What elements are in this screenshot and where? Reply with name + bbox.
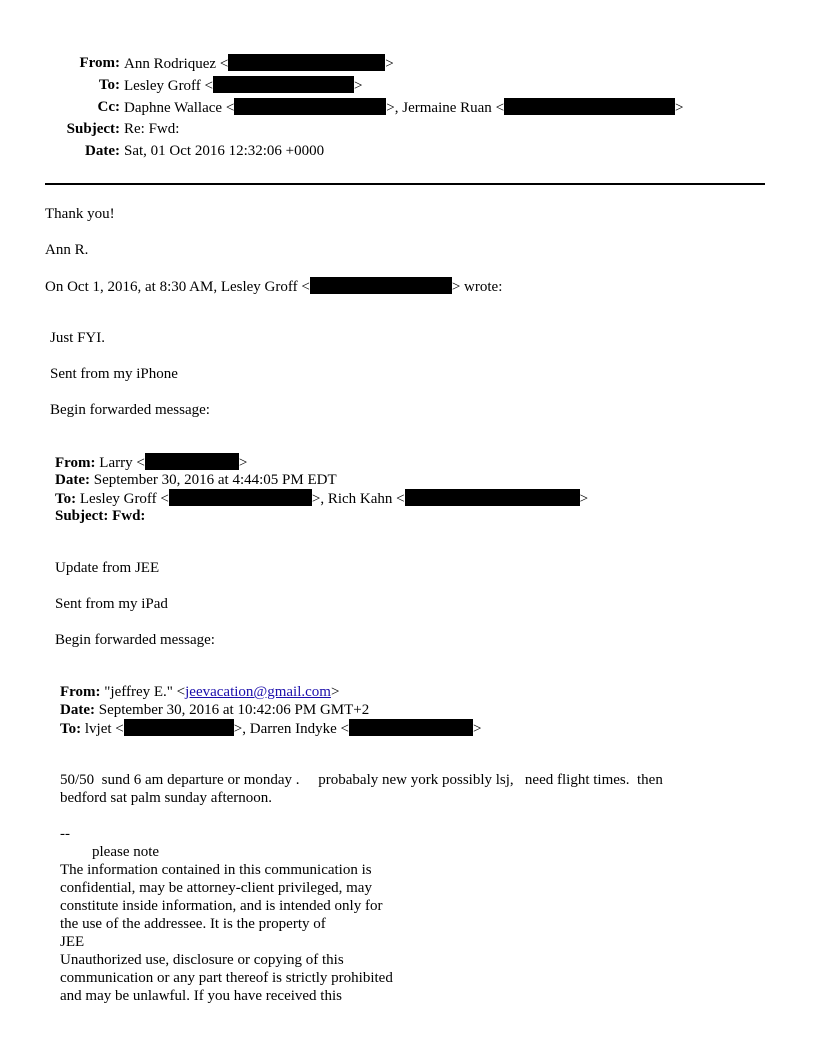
fwd2-from-label: From: bbox=[60, 684, 101, 700]
fwd2-line-sent: Sent from my iPad bbox=[55, 596, 168, 612]
fwd1-line-sent: Sent from my iPhone bbox=[50, 366, 178, 382]
redaction-box bbox=[310, 277, 452, 294]
header-date-value: Sat, 01 Oct 2016 12:32:06 +0000 bbox=[124, 143, 325, 159]
fwd2-line-begin: Begin forwarded message: bbox=[55, 632, 215, 648]
fwd1-from-label: From: bbox=[55, 455, 96, 471]
header-subject-value: Re: Fwd: bbox=[124, 121, 180, 137]
fwd1-date-row bbox=[55, 471, 337, 489]
fwd1-from-name: Larry bbox=[99, 455, 133, 471]
disclaimer-block bbox=[60, 861, 393, 1005]
fwd2-from-row: From: "jeffrey E." <jeevacation@gmail.com> bbox=[60, 684, 340, 700]
disclaimer-line: confidential, may be attorney-client privileged, may bbox=[60, 880, 372, 896]
fwd1-date-label: Date: bbox=[55, 472, 90, 488]
redaction-box bbox=[124, 719, 234, 736]
header-cc-label: Cc: bbox=[97, 99, 120, 115]
header-to-name: Lesley Groff bbox=[124, 78, 201, 94]
redaction-box bbox=[145, 453, 239, 470]
fwd2-line-update: Update from JEE bbox=[55, 560, 160, 576]
header-to-row bbox=[0, 76, 816, 98]
fwd1-date-value: September 30, 2016 at 4:44:05 PM EDT bbox=[93, 472, 337, 488]
fwd1-to-row: To: Lesley Groff < >, Rich Kahn < > bbox=[55, 491, 589, 507]
body-line-thanks: Thank you! bbox=[45, 206, 115, 222]
fwd2-date-label: Date: bbox=[60, 702, 95, 718]
fwd1-to-label: To: bbox=[55, 491, 77, 507]
fwd1-line-begin: Begin forwarded message: bbox=[50, 402, 210, 418]
header-cc-name1: Daphne Wallace bbox=[124, 100, 223, 116]
header-from-value: Ann Rodriquez < > bbox=[124, 56, 394, 72]
fwd1-to-name2: Rich Kahn bbox=[327, 491, 393, 507]
signature-dashes: -- bbox=[60, 826, 70, 842]
header-subject-row bbox=[0, 120, 816, 142]
fwd2-date-row bbox=[60, 701, 369, 719]
disclaimer-line: constitute inside information, and is intended only for bbox=[60, 898, 383, 914]
disclaimer-line: The information contained in this communication is bbox=[60, 862, 372, 878]
disclaimer-line: communication or any part thereof is strictly prohibited bbox=[60, 970, 393, 986]
disclaimer-line: the use of the addressee. It is the property of bbox=[60, 916, 326, 932]
fwd1-to-name1: Lesley Groff bbox=[79, 491, 157, 507]
redaction-box bbox=[213, 76, 354, 93]
fwd1-from-row: From: Larry < > bbox=[55, 455, 248, 471]
fwd2-to-row: To: lvjet < >, Darren Indyke < > bbox=[60, 721, 482, 737]
fwd1-line-fyi: Just FYI. bbox=[50, 330, 106, 346]
header-subject-label: Subject: bbox=[66, 121, 120, 137]
redaction-box bbox=[504, 98, 675, 115]
header-date-label: Date: bbox=[85, 143, 120, 159]
signature-note: please note bbox=[92, 844, 160, 860]
sender-email-link[interactable]: jeevacation@gmail.com bbox=[185, 684, 331, 700]
fwd2-date-value: September 30, 2016 at 10:42:06 PM GMT+2 bbox=[98, 702, 370, 718]
quote-intro: On Oct 1, 2016, at 8:30 AM, Lesley Groff < > wrote: bbox=[45, 279, 503, 295]
fwd1-subject-value: Fwd: bbox=[112, 508, 146, 524]
quote-intro-wrote: wrote: bbox=[464, 279, 503, 295]
header-cc-value: Daphne Wallace < >, Jermaine Ruan < > bbox=[124, 100, 684, 116]
header-date-row bbox=[0, 142, 816, 164]
redaction-box bbox=[234, 98, 386, 115]
disclaimer-line: Unauthorized use, disclosure or copying of this bbox=[60, 952, 344, 968]
header-divider bbox=[45, 183, 765, 185]
redaction-box bbox=[405, 489, 580, 506]
disclaimer-line: JEE bbox=[60, 934, 85, 950]
redaction-box bbox=[228, 54, 385, 71]
fwd1-subject-row bbox=[55, 507, 145, 525]
redaction-box bbox=[169, 489, 312, 506]
message-line-2: bedford sat palm sunday afternoon. bbox=[60, 790, 273, 806]
header-cc-name2: Jermaine Ruan bbox=[402, 100, 492, 116]
body-line-signoff: Ann R. bbox=[45, 242, 89, 258]
fwd2-from-name: "jeffrey E." bbox=[104, 684, 173, 700]
header-to-value: Lesley Groff < > bbox=[124, 78, 363, 94]
fwd1-subject-label: Subject: bbox=[55, 508, 109, 524]
fwd2-to-label: To: bbox=[60, 721, 82, 737]
header-cc-row bbox=[0, 98, 816, 120]
header-from-label: From: bbox=[79, 55, 120, 71]
redaction-box bbox=[349, 719, 473, 736]
disclaimer-line: and may be unlawful. If you have received this bbox=[60, 988, 342, 1004]
header-to-label: To: bbox=[98, 77, 120, 93]
quote-intro-text: On Oct 1, 2016, at 8:30 AM, Lesley Groff bbox=[45, 279, 298, 295]
header-from-name: Ann Rodriquez bbox=[124, 56, 217, 72]
message-line-1: 50/50 sund 6 am departure or monday . probabaly new york possibly lsj, need flight times. then bbox=[60, 772, 663, 788]
fwd2-to-name2: Darren Indyke bbox=[249, 721, 337, 737]
header-from-row bbox=[0, 54, 816, 76]
fwd2-to-name1: lvjet bbox=[84, 721, 112, 737]
